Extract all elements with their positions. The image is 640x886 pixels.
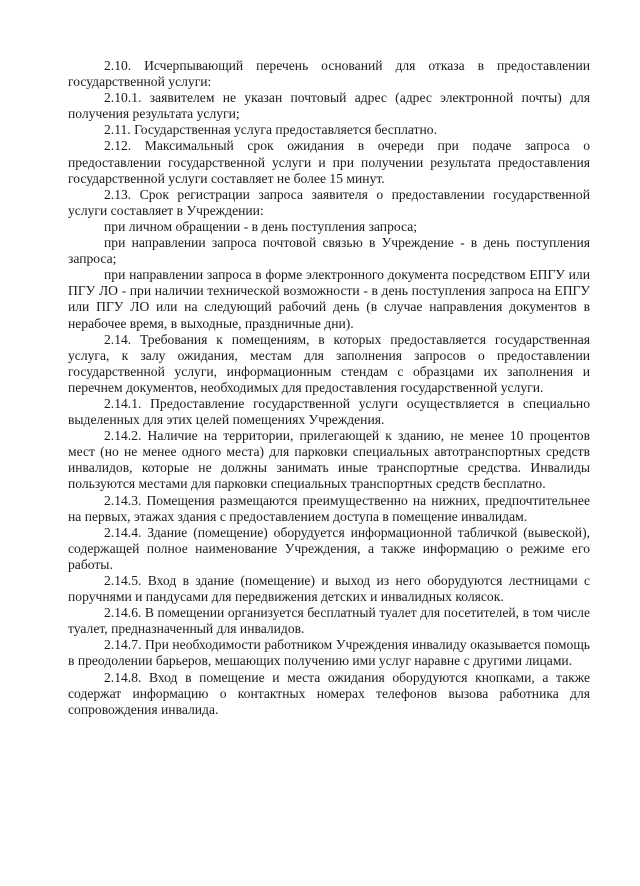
paragraph-2-14-8: 2.14.8. Вход в помещение и места ожидания оборудуются кнопками, а также содержат информацию о контактных номерах телефонов вызова работника для сопровождения инвалида.: [68, 669, 590, 717]
paragraph-2-13-personal: при личном обращении - в день поступления запроса;: [104, 218, 418, 234]
paragraph-2-13-post: при направлении запроса почтовой связью в Учреждение - в день поступления запроса;: [68, 235, 590, 267]
paragraph-2-13-electronic: при направлении запроса в форме электронного документа посредством ЕПГУ или ПГУ ЛО - при наличии технической возможности - в день поступления запроса на ЕПГУ или ПГУ ЛО или на следующий рабочий день (в случае направления документов в нерабочее время, в выходные, праздничные дни).: [68, 267, 590, 331]
paragraph-2-14-5: 2.14.5. Вход в здание (помещение) и выход из него оборудуются лестницами с поручнями и пандусами для передвижения детских и инвалидных колясок.: [68, 573, 590, 605]
paragraph-2-10-1: 2.10.1. заявителем не указан почтовый адрес (адрес электронной почты) для получения результата услуги;: [68, 90, 590, 122]
paragraph-2-14-4: 2.14.4. Здание (помещение) оборудуется информационной табличкой (вывеской), содержащей полное наименование Учреждения, а также информацию о режиме его работы.: [68, 524, 590, 572]
paragraph-2-14: 2.14. Требования к помещениям, в которых предоставляется государственная услуга, к залу ожидания, местам для заполнения запросов о предоставлении государственной услуги, информационным стендам с образцами их заполнения и перечнем документов, необходимых для предоставления государственной услуги.: [68, 331, 590, 395]
paragraph-2-14-7: 2.14.7. При необходимости работником Учреждения инвалиду оказывается помощь в преодолении барьеров, мешающих получению ими услуг наравне с другими лицами.: [68, 637, 590, 669]
paragraph-2-14-1: 2.14.1. Предоставление государственной услуги осуществляется в специально выделенных для этих целей помещениях Учреждения.: [68, 395, 590, 428]
paragraph-2-13: 2.13. Срок регистрации запроса заявителя о предоставлении государственной услуги составляет в Учреждении:: [68, 186, 590, 218]
paragraph-2-10: 2.10. Исчерпывающий перечень оснований для отказа в предоставлении государственной услуги:: [68, 58, 590, 90]
paragraph-2-14-2: 2.14.2. Наличие на территории, прилегающей к зданию, не менее 10 процентов мест (но не менее одного места) для парковки специальных автотранспортных средств инвалидов, которые не должны занимать иные транспортные средства. Инвалиды пользуются местами для парковки специальных транспортных средств бесплатно.: [68, 428, 590, 492]
paragraph-2-11: 2.11. Государственная услуга предоставляется бесплатно.: [104, 122, 437, 138]
paragraph-2-14-6: 2.14.6. В помещении организуется бесплатный туалет для посетителей, в том числе туалет, предназначенный для инвалидов.: [68, 605, 590, 637]
paragraph-2-12: 2.12. Максимальный срок ожидания в очереди при подаче запроса о предоставлении государственной услуги и при получении результата предоставления государственной услуги составляет не более 15 минут.: [68, 138, 590, 186]
paragraph-2-14-3: 2.14.3. Помещения размещаются преимущественно на нижних, предпочтительнее на первых, этажах здания с предоставлением доступа в помещение инвалидам.: [68, 492, 590, 524]
